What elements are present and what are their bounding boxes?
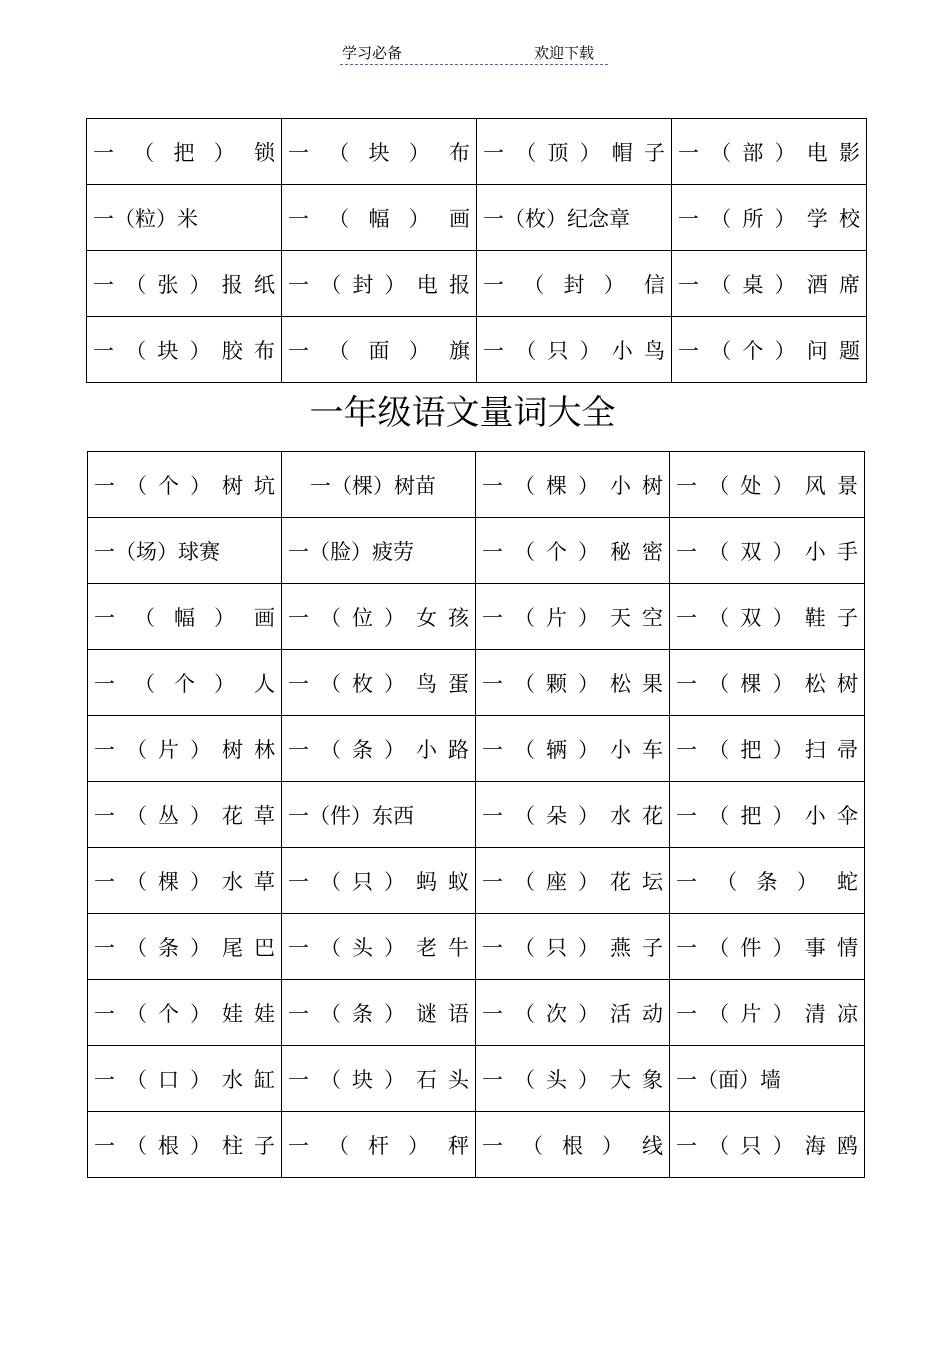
table-cell [282, 848, 476, 914]
measure-word-phrase: 一（个）秘密 [482, 539, 663, 564]
table-row [88, 980, 865, 1046]
table-cell [88, 848, 282, 914]
measure-word-phrase: 一（颗）松果 [482, 671, 663, 696]
measure-word-phrase: 一（辆）小车 [482, 737, 663, 762]
measure-word-phrase: 一（只）蚂蚁 [288, 869, 469, 894]
measure-word-phrase: 一（把）锁 [93, 140, 275, 165]
measure-word-phrase: 一（枚）鸟蛋 [288, 671, 469, 696]
measure-word-phrase: 一（丛）花草 [94, 803, 275, 828]
table-row [87, 251, 867, 317]
table-cell [88, 716, 282, 782]
table-cell [670, 650, 865, 716]
table-cell [282, 914, 476, 980]
table-cell [477, 317, 672, 383]
table-cell [670, 1046, 865, 1112]
table-cell [282, 185, 477, 251]
table-cell [476, 1112, 670, 1178]
table-cell [670, 584, 865, 650]
table-cell [282, 980, 476, 1046]
document-title: 一年级语文量词大全 [309, 393, 616, 433]
measure-word-phrase: 一（次）活动 [482, 1001, 663, 1026]
measure-word-phrase: 一（头）大象 [482, 1067, 663, 1092]
measure-word-phrase: 一（脸）疲劳 [288, 539, 414, 564]
measure-word-phrase: 一（棵）松树 [676, 671, 858, 696]
measure-word-phrase: 一（部）电影 [678, 140, 860, 165]
measure-word-phrase: 一（枚）纪念章 [483, 206, 630, 231]
measure-word-phrase: 一（块）布 [288, 140, 470, 165]
measure-word-phrase: 一（条）谜语 [288, 1001, 469, 1026]
measure-word-phrase: 一（杆）秤 [288, 1133, 469, 1158]
measure-word-phrase: 一（位）女孩 [288, 605, 469, 630]
measure-word-phrase: 一（根）柱子 [94, 1133, 275, 1158]
measure-word-phrase: 一（只）小鸟 [483, 338, 665, 363]
table-cell [477, 251, 672, 317]
measure-word-phrase: 一（条）蛇 [676, 869, 858, 894]
measure-word-phrase: 一（封）信 [483, 272, 665, 297]
measure-word-phrase: 一（个）人 [94, 671, 275, 696]
table-cell [672, 317, 867, 383]
measure-word-phrase: 一（张）报纸 [93, 272, 275, 297]
table-row [87, 185, 867, 251]
measure-word-table-top [86, 118, 867, 383]
table-row [88, 914, 865, 980]
header-right-text: 欢迎下载 [534, 44, 595, 62]
measure-word-phrase: 一（个）问题 [678, 338, 860, 363]
table-cell [672, 251, 867, 317]
measure-word-phrase: 一（幅）画 [94, 605, 275, 630]
measure-word-phrase: 一（片）天空 [482, 605, 663, 630]
measure-word-table-main [87, 451, 865, 1178]
table-cell [670, 980, 865, 1046]
table-cell [282, 650, 476, 716]
table-cell [88, 584, 282, 650]
table-cell [282, 782, 476, 848]
table-cell [88, 518, 282, 584]
measure-word-phrase: 一（双）鞋子 [676, 605, 858, 630]
table-cell [88, 980, 282, 1046]
measure-word-phrase: 一（块）胶布 [93, 338, 275, 363]
measure-word-phrase: 一（头）老牛 [288, 935, 469, 960]
table-cell [672, 185, 867, 251]
table-cell [282, 452, 476, 518]
measure-word-phrase: 一（桌）酒席 [678, 272, 860, 297]
table-cell [670, 452, 865, 518]
measure-word-phrase: 一（片）清凉 [676, 1001, 858, 1026]
measure-word-phrase: 一（棵）小树 [482, 473, 663, 498]
measure-word-phrase: 一（封）电报 [288, 272, 470, 297]
table-row [88, 782, 865, 848]
table-cell [88, 1112, 282, 1178]
table-cell [476, 650, 670, 716]
table-cell [670, 848, 865, 914]
table-cell [282, 1112, 476, 1178]
measure-word-phrase: 一（条）尾巴 [94, 935, 275, 960]
table-cell [476, 716, 670, 782]
measure-word-phrase: 一（条）小路 [288, 737, 469, 762]
table-cell [672, 119, 867, 185]
table-cell [476, 848, 670, 914]
measure-word-phrase: 一（场）球赛 [94, 539, 220, 564]
table-cell [87, 251, 282, 317]
measure-word-phrase: 一（把）扫帚 [676, 737, 858, 762]
measure-word-phrase: 一（片）树林 [94, 737, 275, 762]
measure-word-phrase: 一（顶）帽子 [483, 140, 665, 165]
measure-word-phrase: 一（所）学校 [678, 206, 860, 231]
measure-word-phrase: 一（面）墙 [676, 1067, 781, 1092]
measure-word-phrase: 一（座）花坛 [482, 869, 663, 894]
table-cell [476, 518, 670, 584]
table-cell [476, 914, 670, 980]
table-row [88, 1046, 865, 1112]
table-cell [282, 251, 477, 317]
table-cell [282, 518, 476, 584]
table-cell [88, 782, 282, 848]
measure-word-phrase: 一（双）小手 [676, 539, 858, 564]
measure-word-phrase: 一（棵）树苗 [310, 473, 436, 498]
table-cell [282, 119, 477, 185]
table-cell [476, 782, 670, 848]
measure-word-phrase: 一（口）水缸 [94, 1067, 275, 1092]
table-row [88, 518, 865, 584]
measure-word-phrase: 一（个）树坑 [94, 473, 275, 498]
table-cell [88, 650, 282, 716]
table-cell [670, 782, 865, 848]
measure-word-phrase: 一（件）事情 [676, 935, 858, 960]
table-cell [670, 716, 865, 782]
table-cell [282, 584, 476, 650]
table-row [87, 317, 867, 383]
table-row [88, 716, 865, 782]
measure-word-phrase: 一（个）娃娃 [94, 1001, 275, 1026]
measure-word-phrase: 一（件）东西 [288, 803, 414, 828]
page-header [340, 42, 608, 65]
table-cell [282, 317, 477, 383]
table-cell [477, 185, 672, 251]
table-cell [87, 119, 282, 185]
table-cell [670, 914, 865, 980]
table-row [87, 119, 867, 185]
table-cell [88, 914, 282, 980]
table-cell [476, 452, 670, 518]
measure-word-phrase: 一（处）风景 [676, 473, 858, 498]
table-row [88, 1112, 865, 1178]
table-row [88, 650, 865, 716]
measure-word-phrase: 一（只）海鸥 [676, 1133, 858, 1158]
table-row [88, 848, 865, 914]
measure-word-phrase: 一（朵）水花 [482, 803, 663, 828]
table-cell [88, 1046, 282, 1112]
measure-word-phrase: 一（粒）米 [93, 206, 198, 231]
table-cell [476, 584, 670, 650]
measure-word-phrase: 一（幅）画 [288, 206, 470, 231]
measure-word-phrase: 一（块）石头 [288, 1067, 469, 1092]
header-left-text: 学习必备 [342, 44, 403, 62]
table-cell [282, 1046, 476, 1112]
table-cell [670, 1112, 865, 1178]
table-row [88, 452, 865, 518]
table-cell [476, 980, 670, 1046]
measure-word-phrase: 一（只）燕子 [482, 935, 663, 960]
measure-word-phrase: 一（面）旗 [288, 338, 470, 363]
table-cell [670, 518, 865, 584]
measure-word-phrase: 一（根）线 [482, 1133, 663, 1158]
table-cell [88, 452, 282, 518]
table-cell [476, 1046, 670, 1112]
table-cell [477, 119, 672, 185]
table-row [88, 584, 865, 650]
table-cell [87, 317, 282, 383]
table-cell [87, 185, 282, 251]
measure-word-phrase: 一（棵）水草 [94, 869, 275, 894]
measure-word-phrase: 一（把）小伞 [676, 803, 858, 828]
table-cell [282, 716, 476, 782]
